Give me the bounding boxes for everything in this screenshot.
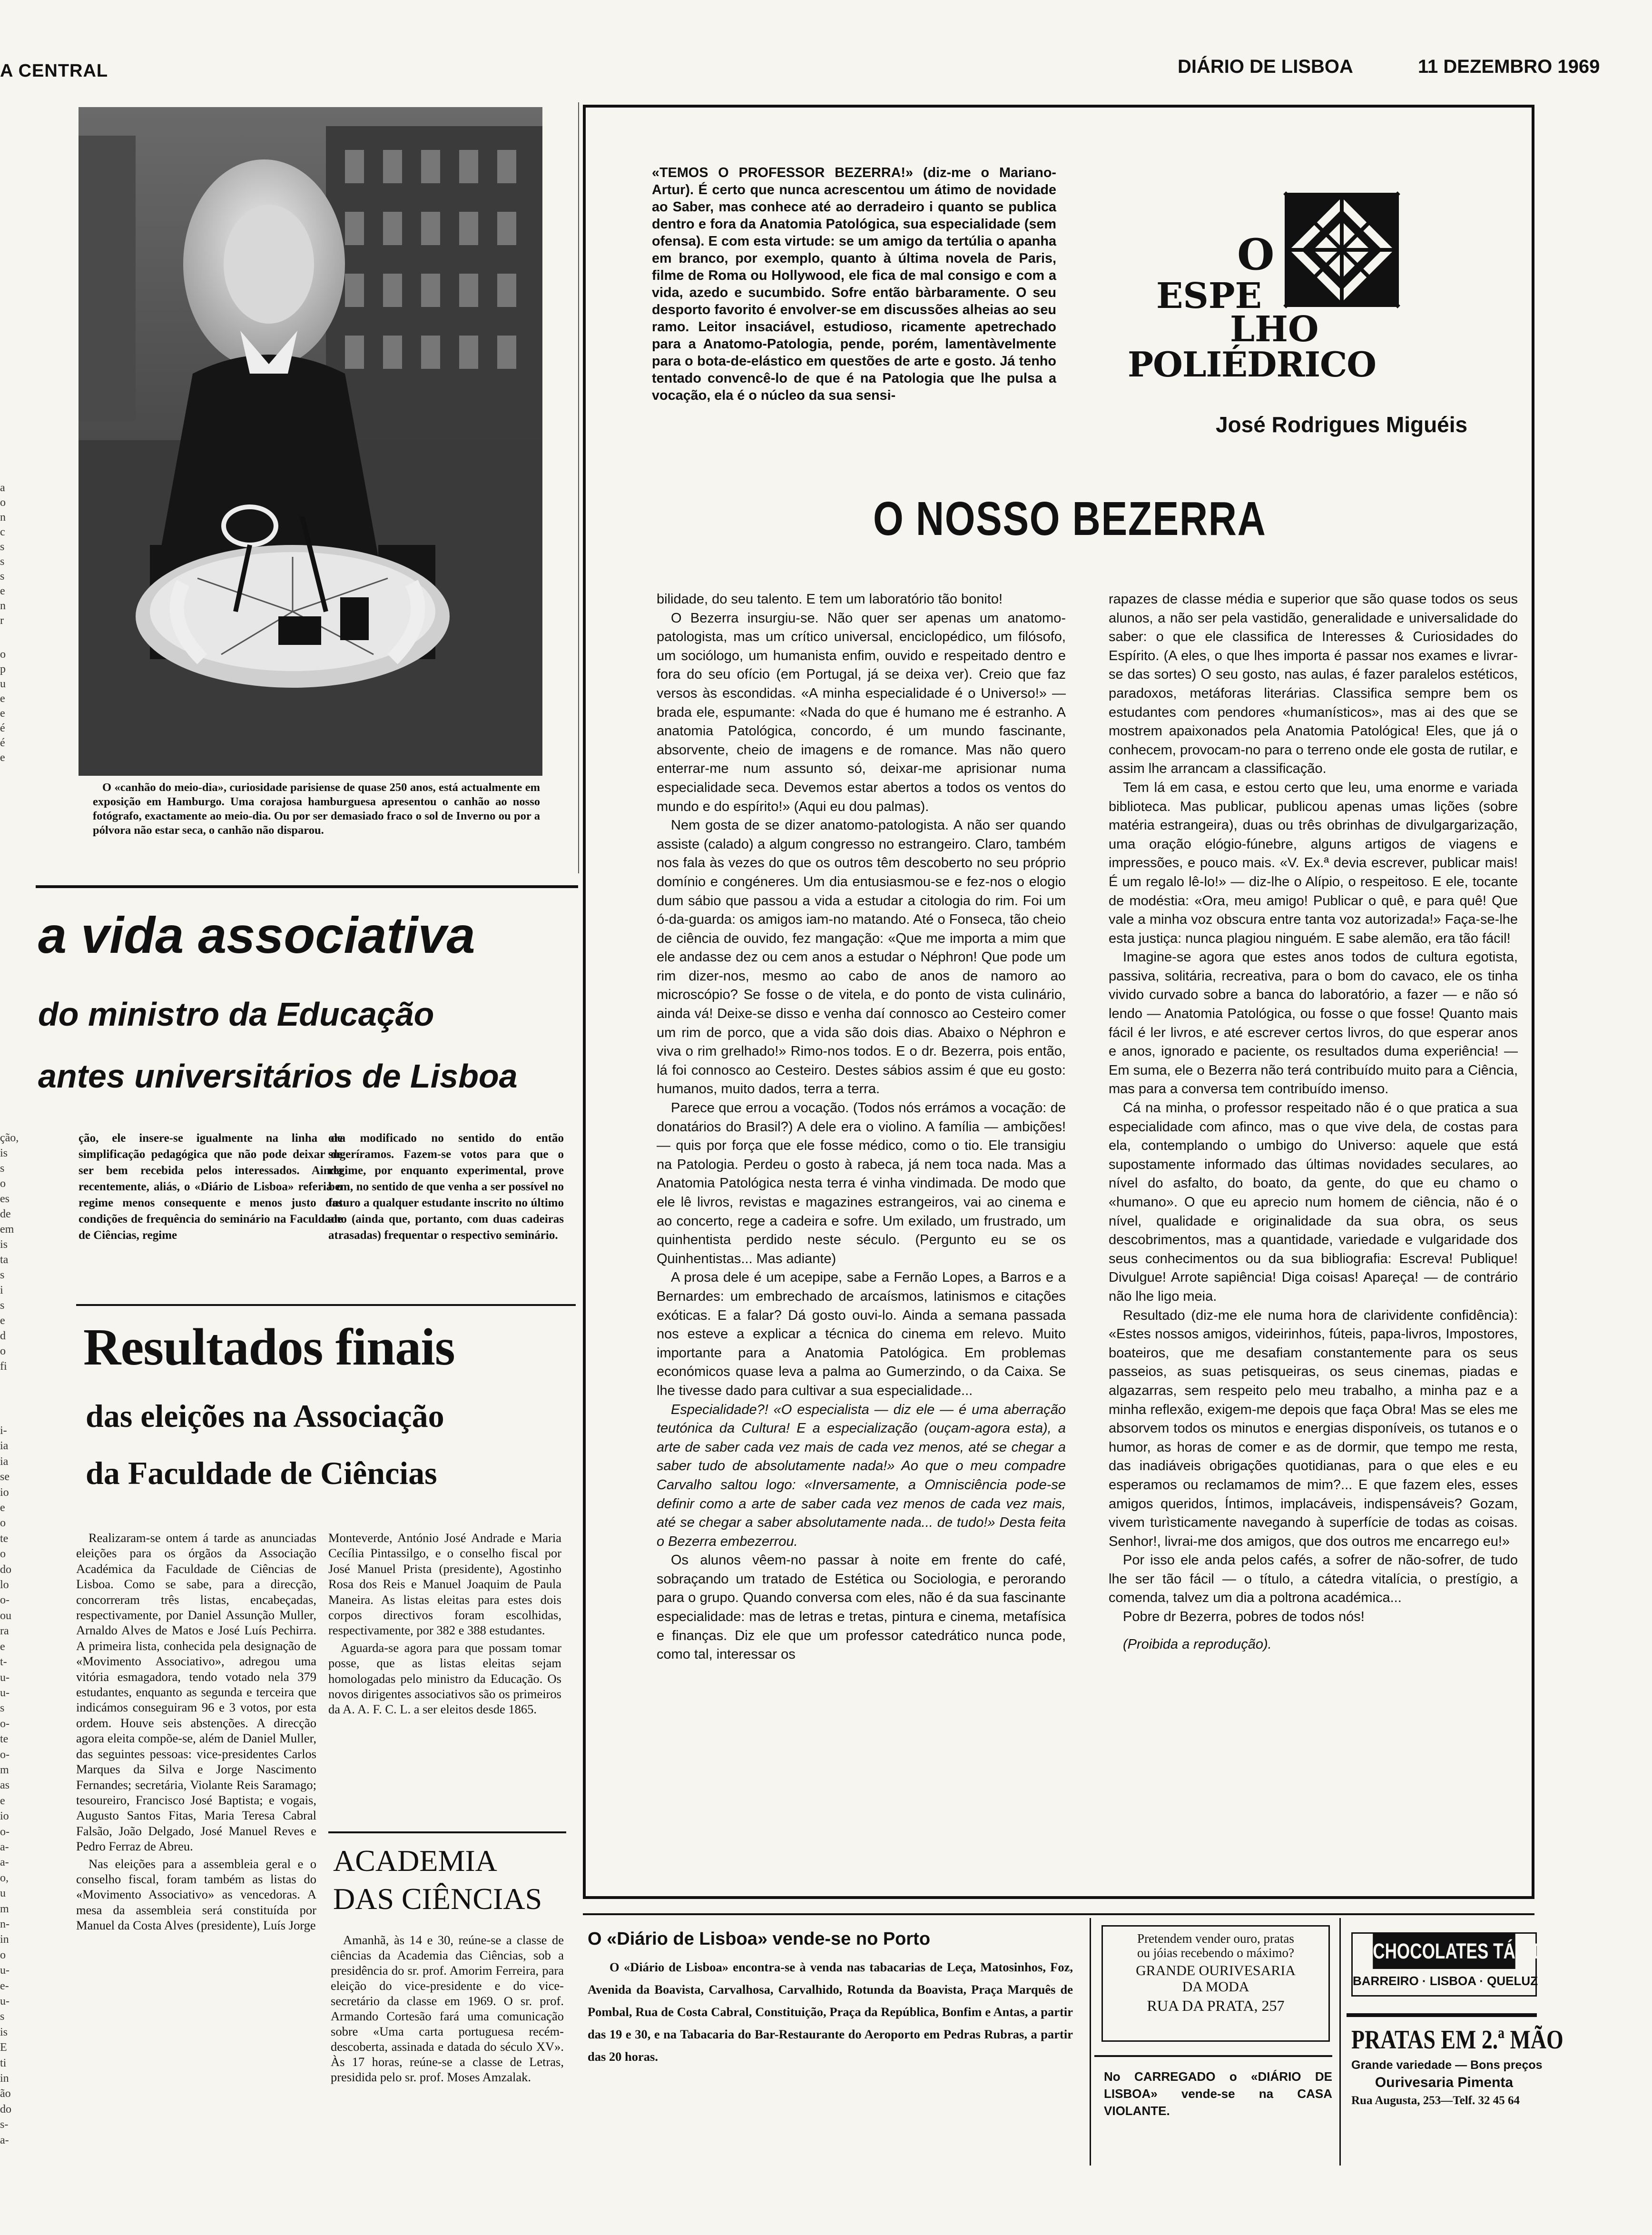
fragment: s xyxy=(0,541,5,553)
column-rule xyxy=(578,102,579,873)
fragment: te xyxy=(0,1532,9,1545)
fragment: ra xyxy=(0,1625,9,1638)
fragment: e- xyxy=(0,1979,9,1992)
logo-lho: LHO xyxy=(1230,309,1319,350)
fragment: e xyxy=(0,1640,5,1653)
fragment: s- xyxy=(0,2118,9,2131)
espelho-author: José Rodrigues Miguéis xyxy=(1216,412,1468,437)
ad-pratas-line3: Rua Augusta, 253—Telf. 32 45 64 xyxy=(1351,2094,1520,2107)
fragment: u xyxy=(0,1887,6,1900)
fragment: d xyxy=(0,1330,6,1342)
paragraph: Nem gosta de se dizer anatomo-patologista. A não ser quando assiste (calado) a algum congresso no estrangeiro. Claro, também nos fala às vezes do que os outros têm descoberto no seu próprio domínio e congéneres. Um dia entusiasmou-se e fez-nos o elogio dum sábio que passou a vida a estudar a citologia do rim. Foi um ó-da-guarda: os amigos iam-no matando. Até o Fonseca, tão cheio de ciência de ouvido, fez mangação: «Que me importa a mim que ele andasse dez ou cem anos a estudar o Néphron! Que pode um rim dizer-nos, mesmo ao cabo de anos de namoro ao microscópio? Se fosse o de vitela, e do ponto de vista culinário, ainda vá! Deixe-se disso e venha daí connosco ao Cesteiro comer um rim de porco, que a vida são dois dias. Abaixo o Néphron e viva o rim grelhado!» Rimo-nos todos. E o dr. Bezerra, pois então, lá foi connosco ao Cesteiro. Destes sábios assim é que eu gosto: humanos, muito dados, terra a terra. xyxy=(657,818,1066,1097)
fragment: i xyxy=(0,1284,3,1296)
fragment: do xyxy=(0,1563,11,1576)
paragraph: Cá na minha, o professor respeitado não é o que pratica a sua especialidade com afinco, mas o que vive dela, de costas para ela, contemplando o umbigo do Universo: aquele que está supostamente informado das últimas novidades seculares, ao nível do asfalto, do boato, da gente, do que eu chamo o «humano». O que eu aprecio num homem de ciência, não é o nível, qualidade e originalidade da sua obra, os seus descobrimentos, mas a quantidade, variedade e vulgaridade dos seus conhecimentos ou da sua bibliografia: Escreva! Publique! Divulgue! Arrote sapiência! Diga coisas! Apareça! — de contrário não lhe ligo meia. xyxy=(1109,1100,1518,1304)
fragment: n- xyxy=(0,1918,10,1930)
fragment: o, xyxy=(0,1871,9,1884)
espelho-headline: O NOSSO BEZERRA xyxy=(873,492,1267,545)
fragment: o- xyxy=(0,1748,10,1761)
left-margin-fragments-2 xyxy=(0,1130,29,1416)
fragment: em xyxy=(0,1223,14,1236)
paragraph: Imagine-se agora que estes anos todos de cultura egotista, passiva, solitária, recreativa, para o bom do cavaco, ele os tinha vivido curvado sobre a banca do laboratório, a fazer — e não só lendo — Anatomia Patológica, ou fosse o que fosse! Quanto mais fácil é ler livros, e até escrever certos livros, do que esperar anos e anos, ignorado e paciente, os resultados duma experiência! — Em suma, ele o Bezerra não terá contribuído muito para a Ciência, mas para a conversa tem contribuído imenso. xyxy=(1109,949,1518,1097)
paragraph: Especialidade?! «O especialista — diz ele — é uma aberração teutónica da Cultura! E a especialização (ouçam-agora esta), a arte de saber cada vez mais de cada vez menos, até se chegar a saber tudo de absolutamente nada!» Ao que o meu compadre Carvalho saltou logo: «Inversamente, a Omnisciência pode-se definir como a arte de saber cada vez menos de cada vez mais, até se chegar a saber absolutamente nada... de tudo!» Desta feita o Bezerra embezerrou. xyxy=(657,1402,1066,1549)
left-margin-fragments xyxy=(0,481,29,871)
subhead-eleicoes: das eleições na Associação xyxy=(86,1398,444,1434)
fragment: a- xyxy=(0,1840,9,1853)
fragment: o xyxy=(0,1548,6,1561)
newspaper-name: DIÁRIO DE LISBOA xyxy=(1178,56,1353,77)
fragment: a- xyxy=(0,1856,9,1869)
paragraph: O Bezerra insurgiu-se. Não quer ser apenas um anatomo-patologista, mas um crítico universal, enciclopédico, um filósofo, um sociólogo, um humanista enfim, ouvido e respeitado dentro e fora do seu ofício (em Portugal, já se deixa ver). Creio que faz versos às escondidas. «A minha especialidade é o Universo!» — brada ele, espumante: «Nada do que é humano me é estranho. A anatomia Patológica, concordo, é um mundo fascinante, absorvente, cheio de imagens e de romance. Mas não quero enterrar-me num assunto só, deixar-me aprisionar numa especialidade seca. Devemos estar abertos a todos os ventos do mundo e do espírito!» (Aqui eu dou palmas). xyxy=(657,610,1066,814)
paragraph: Pobre dr Bezerra, pobres de todos nós! xyxy=(1123,1609,1365,1625)
resultados-col2 xyxy=(328,1530,561,1719)
fragment: o xyxy=(0,1345,6,1357)
fragment: io xyxy=(0,1810,9,1823)
fragment: t- xyxy=(0,1656,7,1669)
divider xyxy=(583,1913,1534,1915)
fragment: o xyxy=(0,1948,6,1961)
fragment: s xyxy=(0,1702,5,1715)
fragment: u- xyxy=(0,1671,10,1684)
fragment: e xyxy=(0,1502,5,1514)
fragment: m xyxy=(0,1763,9,1776)
fragment: u- xyxy=(0,1964,10,1977)
fragment: ia xyxy=(0,1455,9,1468)
fragment: a- xyxy=(0,2134,9,2146)
ad-ourivesaria-name1: GRANDE OURIVESARIA xyxy=(1136,1963,1296,1978)
divider xyxy=(76,1304,576,1306)
fragment: is xyxy=(0,2026,8,2038)
fragment: é xyxy=(0,737,5,749)
fragment: o- xyxy=(0,1594,10,1607)
subhead-estudantes: antes universitários de Lisboa xyxy=(38,1058,518,1095)
divider xyxy=(1090,1918,1091,2166)
ad-porto-body: O «Diário de Lisboa» encontra-se à venda nas tabacarias de Leça, Matosinhos, Foz, Avenida da Boavista, Carvalhosa, Carvalhido, Rotunda da Boavista, Praça Marquês de Pombal, Rua de Costa Cabral, Constituição, Praça da República, Bonfim e Antas, a partir das 19 e 30, e na Tabacaria do Bar-Restaurante do Aeroporto em Pedras Rubras, a partir das 20 horas. xyxy=(588,1960,1073,2064)
headline-line: ACADEMIA xyxy=(333,1844,497,1878)
fragment: é xyxy=(0,722,5,734)
divider xyxy=(1339,1918,1341,2166)
issue-date: 11 DEZEMBRO 1969 xyxy=(1418,56,1600,77)
fragment: E xyxy=(0,2041,7,2054)
photo-illustration xyxy=(79,107,542,776)
ad-ourivesaria-line: Pretendem vender ouro, pratas ou jóias recebendo o máximo? xyxy=(1137,1931,1294,1960)
fragment: s xyxy=(0,1162,5,1175)
divider xyxy=(1094,2055,1332,2057)
subhead-ministro: do ministro da Educação xyxy=(38,996,434,1033)
fragment: o- xyxy=(0,1825,10,1838)
fragment: o xyxy=(0,1177,6,1190)
fragment: e xyxy=(0,1794,5,1807)
ad-pratas[interactable] xyxy=(1351,2023,1564,2109)
ad-porto xyxy=(583,1918,1078,2064)
divider xyxy=(1347,2013,1537,2017)
ad-carregado: No CARREGADO o «DIÁRIO DE LISBOA» vende-se na CASA VIOLANTE. xyxy=(1104,2069,1332,2118)
news-photo xyxy=(79,107,542,776)
fragment: in xyxy=(0,1933,9,1946)
fragment: n xyxy=(0,511,6,524)
ad-chocolates[interactable] xyxy=(1351,1932,1568,1997)
fragment: o- xyxy=(0,1717,10,1730)
fragment: se xyxy=(0,1471,10,1483)
fragment: n xyxy=(0,600,6,612)
vida-col2: ora modificado no sentido do então sugeríramos. Fazem-se votos para que o regime, por enquanto experimental, prove bem, no sentido de que venha a ser possível no futuro a qualquer estudante inscrito no último ano (ainda que, portanto, com duas cadeiras atrasadas) frequentar o respectivo seminário. xyxy=(328,1132,564,1242)
fragment: in xyxy=(0,2072,9,2085)
headline-resultados: Resultados finais xyxy=(83,1318,455,1376)
paragraph: Tem lá em casa, e estou certo que leu, uma enorme e variada biblioteca. Mas publicar, publicou apenas umas lições (sobre matéria estrangeira), duas ou três obrinhas de divulgargarização, uma oração elógio-fúnebre, alguns artigos de viagens e impressões, e pouco mais. «V. Ex.ª devia escrever, publicar mais! É um regalo lê-lo!» — diz-lhe o Alípio, o respeitoso. E ele, tocante de modéstia: «Ora, meu amigo! Publicar o quê, e para quê! Que vale a minha voz obscura entre tanta voz autorizada!» Faça-se-lhe esta justiça: nunca plagiou ninguém. E sabe alemão, era tão fácil! xyxy=(1109,780,1518,946)
fragment: m xyxy=(0,1902,9,1915)
ad-chocolates-title: CHOCOLATES TÁGIDES xyxy=(1373,1934,1515,1969)
fragment: c xyxy=(0,526,5,538)
vida-col1: ção, ele insere-se igualmente na linha de simplificação pedagógica que não pode deixar de ser bem recebida pelos interessados. Ainda recentemente, aliás, o «Diário de Lisboa» referia o regime menos consequente e menos justo das condições de frequência do seminário na Faculdade de Ciências, regime xyxy=(79,1132,343,1242)
fragment: u- xyxy=(0,1995,10,2008)
subhead-faculdade: da Faculdade de Ciências xyxy=(86,1455,437,1491)
fragment: o xyxy=(0,648,6,661)
ad-pratas-line2: Ourivesaria Pimenta xyxy=(1375,2075,1514,2090)
fragment: s xyxy=(0,2010,5,2023)
divider xyxy=(36,885,578,888)
resultados-col1 xyxy=(76,1530,316,1935)
divider xyxy=(328,1831,566,1833)
ad-ourivesaria[interactable] xyxy=(1101,1925,1330,2042)
section-label: A CENTRAL xyxy=(0,61,108,81)
ad-pratas-title: PRATAS EM 2.ª MÃO xyxy=(1351,2025,1564,2055)
paragraph: A prosa dele é um acepipe, sabe a Fernão Lopes, a Barros e a Bernardes: um embrechado de arcaísmos, latinismos e citações exóticas. E a falar? Dá gosto ouvi-lo. Ainda a semana passada nos esteve a explicar a técnica do cinema em relevo. Muito importante para a Anatomia Patológica. Em problemas económicos quase leva a palma ao Gumerzindo, o da Caixa. Se lhe tivesse dado para cultivar a sua especialidade... xyxy=(657,1270,1066,1398)
academia-body: Amanhã, às 14 e 30, reúne-se a classe de ciências da Academia das Ciências, sob a presidência do sr. prof. Amorim Ferreira, para eleição do vice-presidente e do vice-secretário da classe em 1969. O sr. prof. Armando Cortesão fará uma comunicação sobre «Uma carta portuguesa recém-descoberta, assinada e datada do século XV». Às 17 horas, reúne-se a classe de Letras, presidida pelo sr. prof. Moses Amzalak. xyxy=(331,1933,564,2084)
fragment: ou xyxy=(0,1609,11,1622)
paragraph: bilidade, do seu talento. E tem um laboratório tão bonito! xyxy=(657,592,1003,607)
ad-ourivesaria-addr: RUA DA PRATA, 257 xyxy=(1147,1997,1285,2014)
fragment: is xyxy=(0,1147,8,1159)
fragment: s xyxy=(0,570,5,583)
fragment: de xyxy=(0,1208,11,1220)
fragment: io xyxy=(0,1486,9,1499)
paragraph: Os alunos vêem-no passar à noite em frente do café, sobraçando um tratado de Estética ou Sociologia, e perorando para o grupo. Quando conversa com eles, não é da sua fascinante especialidade: mas de letras e tretas, pintura e cinema, metafísica e finanças. Diz ele que um professor catedrático nunca pode, como tal, interessar os xyxy=(657,1553,1066,1662)
fragment: ti xyxy=(0,2057,7,2069)
fragment: p xyxy=(0,663,6,675)
fragment: e xyxy=(0,707,5,720)
fragment: lo xyxy=(0,1579,9,1592)
ad-chocolates-places: BARREIRO · LISBOA · QUELUZ xyxy=(1353,1974,1538,1988)
paragraph: (Proibida a reprodução). xyxy=(1123,1636,1272,1652)
fragment: u- xyxy=(0,1686,10,1699)
paragraph: Realizaram-se ontem á tarde as anunciadas eleições para os órgãos da Associação Académica da Faculdade de Ciências de Lisboa. Como se sabe, para a direcção, concorreram três listas, encabeçadas, respectivamente, por Daniel Assunção Muller, Arnaldo Alves de Matos e José Luís Pechirra. A primeira lista, conhecida pela designação de «Movimento Associativo», adregou uma vitória esmagadora, tendo votado nela 379 estudantes, enquanto as segunda e terceira que indicámos conseguiram 96 e 3 votos, por esta ordem. Houve seis abstenções. A direcção agora eleita compõe-se, além de Daniel Muller, das seguintes pessoas: vice-presidentes Carlos Marques da Silva e Jorge Nascimento Fernandes; secretária, Violante Reis Saramago; tesoureiro, Francisco José Baptista; e vogais, Augusto Santos Fitas, Maria Teresa Cabral Falsão, João Delgado, José Manuel Reves e Pedro Ferraz de Abreu. xyxy=(76,1531,316,1854)
logo-poliedrico: POLIÉDRICO xyxy=(1128,344,1377,385)
paragraph: Resultado (diz-me ele numa hora de clarividente confidência): «Estes nossos amigos, videirinhos, fúteis, papa-livros, Impostores, boateiros, que me desafiam constantemente para os seus passeios, as suas petisqueiras, os seus cinemas, piadas e algazarras, sem respeito pelo meu trabalho, a minha paz e a minha reflexão, exigem-me depois que faça Obra! Mas se eles me absorvem todos os minutos e energias disponíveis, os tutanos e o humor, as horas de comer e as de dormir, que tempo me resta, das inadiáveis obrigações quotidianas, para o que eles e eu esperamos ou reclamamos de mim?... E que fazem eles, esses amigos queridos, Íntimos, implacáveis, indispensáveis? Gozam, vivem turìsticamente navegando à superfície de todas as coisas. Senhor!, livrai-me dos amigos, que dos outros me encarrego eu!» xyxy=(1109,1307,1518,1549)
espelho-logo xyxy=(1128,183,1513,383)
fragment: do xyxy=(0,2103,11,2116)
paragraph: Monteverde, António José Andrade e Maria Cecília Pintassilgo, e o conselho fiscal por José Manuel Prista (presidente), Agostinho Rosa dos Reis e Manuel Joaquim de Paula Maneira. As listas eleitas para estes dois corpos directivos foram escolhidas, respectivamente, por 382 e 388 estudantes. xyxy=(328,1531,561,1638)
fragment: a xyxy=(0,482,5,494)
fragment: i- xyxy=(0,1424,7,1437)
ad-pratas-line1: Grande variedade — Bons preços xyxy=(1351,2058,1543,2072)
ad-porto-title: O «Diário de Lisboa» vende-se no Porto xyxy=(588,1929,931,1949)
fragment: es xyxy=(0,1193,10,1205)
logo-espe: ESPE xyxy=(1156,276,1262,316)
fragment: e xyxy=(0,752,5,764)
fragment: e xyxy=(0,1315,5,1327)
fragment: fi xyxy=(0,1360,7,1373)
fragment: r xyxy=(0,614,4,627)
fragment: as xyxy=(0,1779,10,1792)
fragment: ia xyxy=(0,1440,9,1453)
fragment: s xyxy=(0,1269,5,1281)
paragraph: rapazes de classe média e superior que são quase todos os seus alunos, a não ser pela vastidão, generalidade e universalidade do saber: o que ele classifica de Interesses & Curiosidades do Espírito. (A eles, o que lhes importa é passar nos exames e livrar-se das sortes) O seu gosto, nas aulas, é fazer paralelos estéticos, paradoxos, metáforas literárias. Classifica sempre bem os estudantes com pendores «humanísticos», mas ai des que se mostrem apaixonados pela Anatomia Patológica! Eles, que já o conhecem, provocam-no para o terreno onde ele gosta de rutilar, e assim lhe arrancam a classificação. xyxy=(1109,592,1518,777)
espelho-col1 xyxy=(657,590,1066,1664)
fragment: o xyxy=(0,496,6,509)
paragraph: Parece que errou a vocação. (Todos nós errámos a vocação: de donatários do Brasil?) A dele era o violino. A família — ambições! — quis por força que ele fosse médico, como o tio. Ele transigiu na Patologia. Perdeu o gosto à rabeca, já nem toca nada. Mas a Anatomia Patológica nesta terra é vinha vindimada. De modo que ele lê livros, revistas e magazines estrangeiros, vai ao cinema e ao concerto, rege a cadeira e sofre. Um exilado, um frustrado, um quinhentista perdido neste século. (Pergunto eu se os Quinhentistas... Mas adiante) xyxy=(657,1100,1066,1266)
fragment: ão xyxy=(0,2087,11,2100)
fragment: is xyxy=(0,1238,8,1251)
fragment: s xyxy=(0,1299,5,1312)
paragraph: Por isso ele anda pelos cafés, a sofrer de não-sofrer, de tudo lhe ser tão fácil — o título, a cátedra vitalícia, o prestígio, a comenda, talvez um dia a poltrona académica... xyxy=(1109,1553,1518,1606)
fragment: u xyxy=(0,678,6,690)
headline-line: DAS CIÊNCIAS xyxy=(333,1882,542,1916)
fragment: te xyxy=(0,1733,9,1746)
fragment: ção, xyxy=(0,1132,19,1144)
paragraph: Aguarda-se agora para que possam tomar posse, que as listas eleitas sejam homologadas pelo ministro da Educação. Os novos dirigentes associativos são os primeiros da A. A. F. C. L. a ser eleitos desde 1865. xyxy=(328,1640,561,1717)
fragment: s xyxy=(0,555,5,568)
headline-vida-associativa: a vida associativa xyxy=(38,906,475,964)
photo-caption: O «canhão do meio-dia», curiosidade parisiense de quase 250 anos, está actualmente em exposição em Hamburgo. Uma corajosa hamburguesa apresentou o canhão ao nosso fotógrafo, exactamente ao meio-dia. Ou por ser demasiado fraco o sol de Inverno ou por a pólvora não estar seca, o canhão não disparou. xyxy=(93,781,540,837)
left-margin-fragments-3 xyxy=(0,1423,29,2161)
fragment: e xyxy=(0,692,5,705)
logo-o: O xyxy=(1237,229,1275,280)
fragment: e xyxy=(0,585,5,597)
fragment: ta xyxy=(0,1254,9,1266)
paragraph: Nas eleições para a assembleia geral e o conselho fiscal, foram também as listas do «Movimento Associativo» as vencedoras. A mesa da assembleia será constituída por Manuel da Costa Alves (presidente), Luís Jorge xyxy=(76,1856,316,1933)
espelho-col2 xyxy=(1109,590,1518,1654)
ad-ourivesaria-name2: DA MODA xyxy=(1182,1979,1249,1995)
espelho-intro: «TEMOS O PROFESSOR BEZERRA!» (diz-me o Mariano-Artur). É certo que nunca acrescentou um átimo de novidade ao Saber, mas conhece até ao derradeiro i quanto se publica dentro e fora da Anatomia Patológica, sua especialidade (sem ofensa). E com esta virtude: se um amigo da tertúlia o apanha em branco, por exemplo, quanto à última novela de Paris, filme de Roma ou Hollywood, ele fica de mal consigo e com a vida, azedo e sucumbido. Sofre então bàrbaramente. O seu desporto favorito é envolver-se em discussões alheias ao seu ramo. Leitor insaciável, estudioso, ricamente apetrechado para a Anatomo-Patologia, pende, porém, lamentàvelmente para o bota-de-elástico em questões de arte e gosto. Já tenho tentado convencê-lo de que é na Patologia que lhe pulsa a vocação, ela é o núcleo da sua sensi- xyxy=(652,165,1056,403)
headline-academia xyxy=(333,1842,566,1918)
fragment: o xyxy=(0,1517,6,1530)
